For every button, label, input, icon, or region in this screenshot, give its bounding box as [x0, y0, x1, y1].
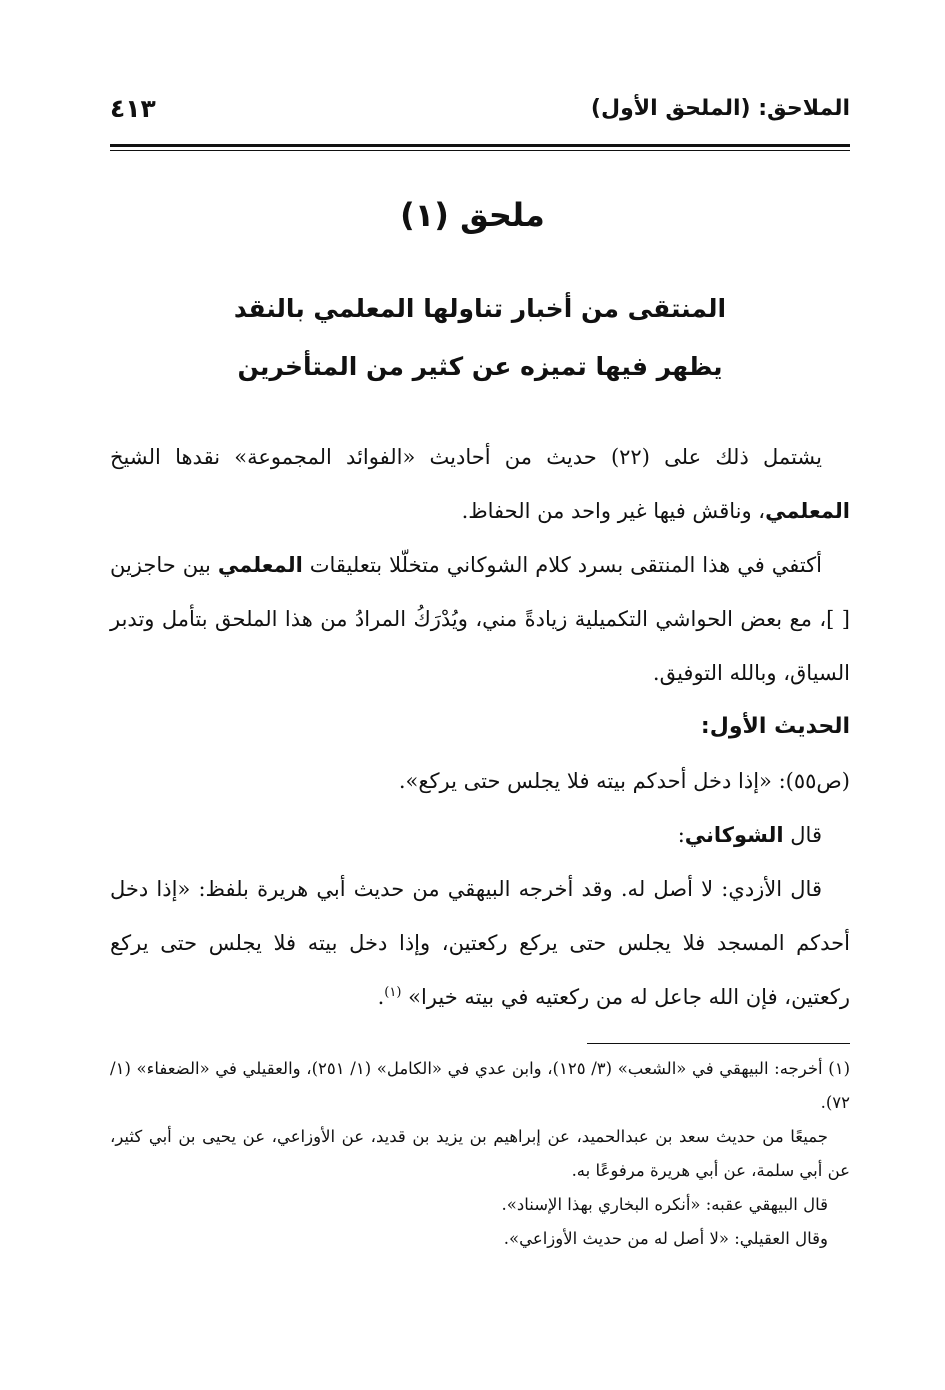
footnote-1-line-3: قال البيهقي عقبه: «أنكره البخاري بهذا الإسناد». [501, 1195, 828, 1214]
header-rule-thick [110, 144, 850, 147]
intro-paragraph-2 [110, 538, 850, 700]
intro-p2-text-a: أكتفي في هذا المنتقى بسرد كلام الشوكاني متخلّلا بتعليقات [302, 553, 822, 577]
footnotes [110, 1052, 850, 1256]
quote-paragraph [110, 862, 850, 1024]
intro-paragraph-1 [110, 430, 850, 538]
quote-end: . [377, 985, 385, 1009]
intro-p1-text-a: يشتمل ذلك على (٢٢) حديث من أحاديث «الفوائد المجموعة» نقدها الشيخ [110, 445, 822, 469]
footnote-rule [587, 1043, 850, 1044]
intro-p2-name: المعلمي [217, 553, 303, 577]
footnote-1-line-1: (١) أخرجه: البيهقي في «الشعب» (٣/ ١٢٥)، وابن عدي في «الكامل» (١/ ٢٥١)، والعقيلي في «الضعفاء» (١/ ٧٢). [110, 1059, 851, 1112]
said-prefix: قال [783, 823, 822, 847]
running-header [110, 96, 850, 136]
said-colon: : [677, 823, 685, 847]
said-line [110, 808, 850, 862]
intro-p2-text-b: بين حاجزين [ ]، مع بعض الحواشي التكميلية زيادةً مني، ويُدْرَكُ المرادُ من هذا الملحق بتأمل وتدبر السياق، وبالله التوفيق. [110, 553, 850, 685]
quote-text: قال الأزدي: لا أصل له. وقد أخرجه البيهقي من حديث أبي هريرة بلفظ: «إذا دخل أحدكم المسجد فلا يجلس حتى يركع ركعتين، وإذا دخل بيته فلا يجلس حتى يركع ركعتين، فإن الله جاعل له من ركعتيه في بيته خيرا» [110, 877, 850, 1009]
footnote-reference[interactable]: (١) [384, 985, 402, 1000]
footnote-1-line-4: وقال العقيلي: «لا أصل له من حديث الأوزاعي». [503, 1229, 828, 1248]
intro-p1-name: المعلمي [765, 499, 850, 523]
hadith-text: (ص٥٥): «إذا دخل أحدكم بيته فلا يجلس حتى يركع». [398, 769, 850, 793]
said-name: الشوكاني [684, 823, 784, 847]
main-text [110, 430, 850, 1024]
footnote-1-line-2: جميعًا من حديث سعد بن عبدالحميد، عن إبراهيم بن يزيد بن قديد، عن الأوزاعي، عن يحيى بن أبي كثير، عن أبي سلمة، عن أبي هريرة مرفوعًا به. [110, 1127, 850, 1180]
hadith-heading-colon: : [700, 714, 710, 739]
subtitle-line-2: يظهر فيها تميزه عن كثير من المتأخرين [237, 352, 723, 381]
hadith-heading [110, 700, 850, 754]
header-rule-thin [110, 150, 850, 151]
subtitle-line-1: المنتقى من أخبار تناولها المعلمي بالنقد [233, 294, 727, 323]
appendix-title: ملحق (١) [400, 196, 545, 234]
page-number: ٤١٣ [110, 94, 156, 123]
running-title: الملاحق: (الملحق الأول) [590, 96, 850, 121]
hadith-heading-text: الحديث الأول [709, 714, 850, 739]
intro-p1-text-b: ، وناقش فيها غير واحد من الحفاظ. [461, 499, 766, 523]
